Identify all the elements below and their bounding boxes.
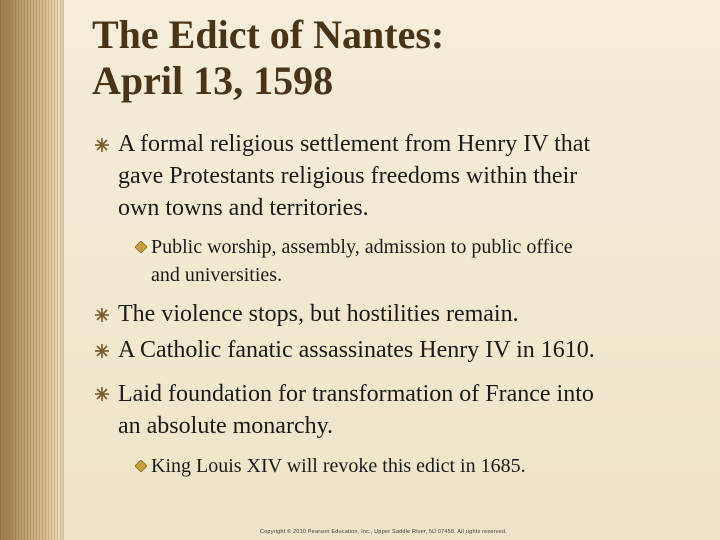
bullet-1-line-2: gave Protestants religious freedoms within their [118,163,578,189]
starburst-bullet-icon [94,343,110,359]
sub-bullet-1-line-1: Public worship, assembly, admission to public office [151,236,573,258]
starburst-bullet-icon [94,137,110,153]
sub-bullet-1 [151,233,701,289]
sub-bullet-1-line-2: and universities. [151,264,283,286]
starburst-bullet-icon [94,386,110,402]
bullet-1 [118,128,698,224]
bullet-1-line-3: own towns and territories. [118,195,369,221]
bullet-3-line-1: A Catholic fanatic assassinates Henry IV in 1610. [118,337,595,363]
starburst-bullet-icon [94,307,110,323]
bullet-3 [118,334,698,366]
diamond-bullet-icon [135,241,147,253]
bullet-2-line-1: The violence stops, but hostilities remain. [118,301,519,327]
title-line-1: The Edict of Nantes: [92,12,445,57]
copyright-footer: Copyright © 2010 Pearson Education, Inc., Upper Saddle River, NJ 07458. All rights reserved. [260,529,507,535]
sub-bullet-2 [151,452,701,480]
bullet-4 [118,378,698,442]
bullet-1-line-1: A formal religious settlement from Henry IV that [118,131,591,157]
diamond-bullet-icon [135,460,147,472]
bullet-4-line-1: Laid foundation for transformation of France into [118,381,594,407]
title-line-2: April 13, 1598 [92,58,334,103]
bullet-4-line-2: an absolute monarchy. [118,413,334,439]
bullet-2 [118,298,698,330]
sub-bullet-2-line-1: King Louis XIV will revoke this edict in 1685. [151,455,526,477]
